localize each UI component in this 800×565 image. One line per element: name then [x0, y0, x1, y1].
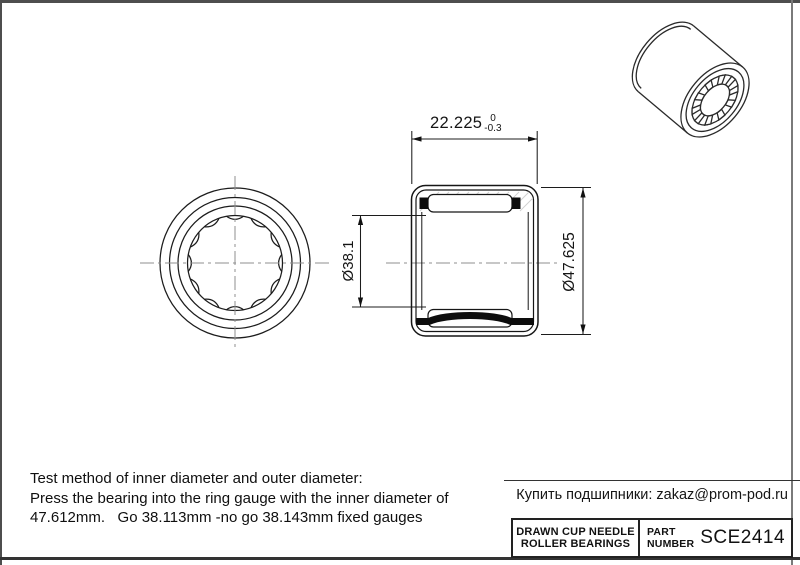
test-method-note [30, 469, 449, 528]
needle-rollers [683, 67, 747, 134]
bearing-3d-drawing [619, 10, 762, 150]
test-method-line1: Test method of inner diameter and outer diameter: [30, 470, 363, 487]
inner-diameter-label: Ø38.1 [339, 240, 357, 282]
part-number-value: SCE2414 [700, 527, 786, 548]
width-dimension-label [430, 114, 502, 133]
cage-end-left [420, 198, 429, 210]
width-tolerance-upper: 0 [490, 113, 496, 124]
product-name-line2: ROLLER BEARINGS [520, 538, 631, 550]
top-roller [428, 195, 512, 213]
cage-end-right [512, 198, 521, 210]
part-label-line2: NUMBER [647, 538, 695, 550]
contact-divider-line [504, 480, 800, 481]
width-value: 22.225 [430, 114, 483, 132]
front-view-drawing [140, 176, 330, 350]
inner-diameter-dimension [352, 216, 426, 308]
front-view-centerlines [140, 176, 330, 350]
width-tolerance [484, 114, 501, 133]
section-view-drawing [386, 186, 558, 337]
product-name [513, 520, 640, 556]
part-label-line1: PART [647, 526, 676, 538]
title-block [511, 518, 793, 558]
test-method-line3: 47.612mm. Go 38.113mm -no go 38.143mm fixed gauges [30, 509, 423, 526]
outer-diameter-label: Ø47.625 [561, 232, 578, 292]
product-name-line1: DRAWN CUP NEEDLE [516, 525, 635, 538]
width-tolerance-lower: -0.3 [484, 122, 502, 134]
part-number-cell [640, 520, 791, 556]
test-method-line2: Press the bearing into the ring gauge with the inner diameter of [30, 489, 449, 507]
contact-text: Купить подшипники: zakaz@prom-pod.ru [516, 487, 788, 503]
width-dimension [412, 131, 538, 184]
part-number-label [640, 526, 694, 550]
